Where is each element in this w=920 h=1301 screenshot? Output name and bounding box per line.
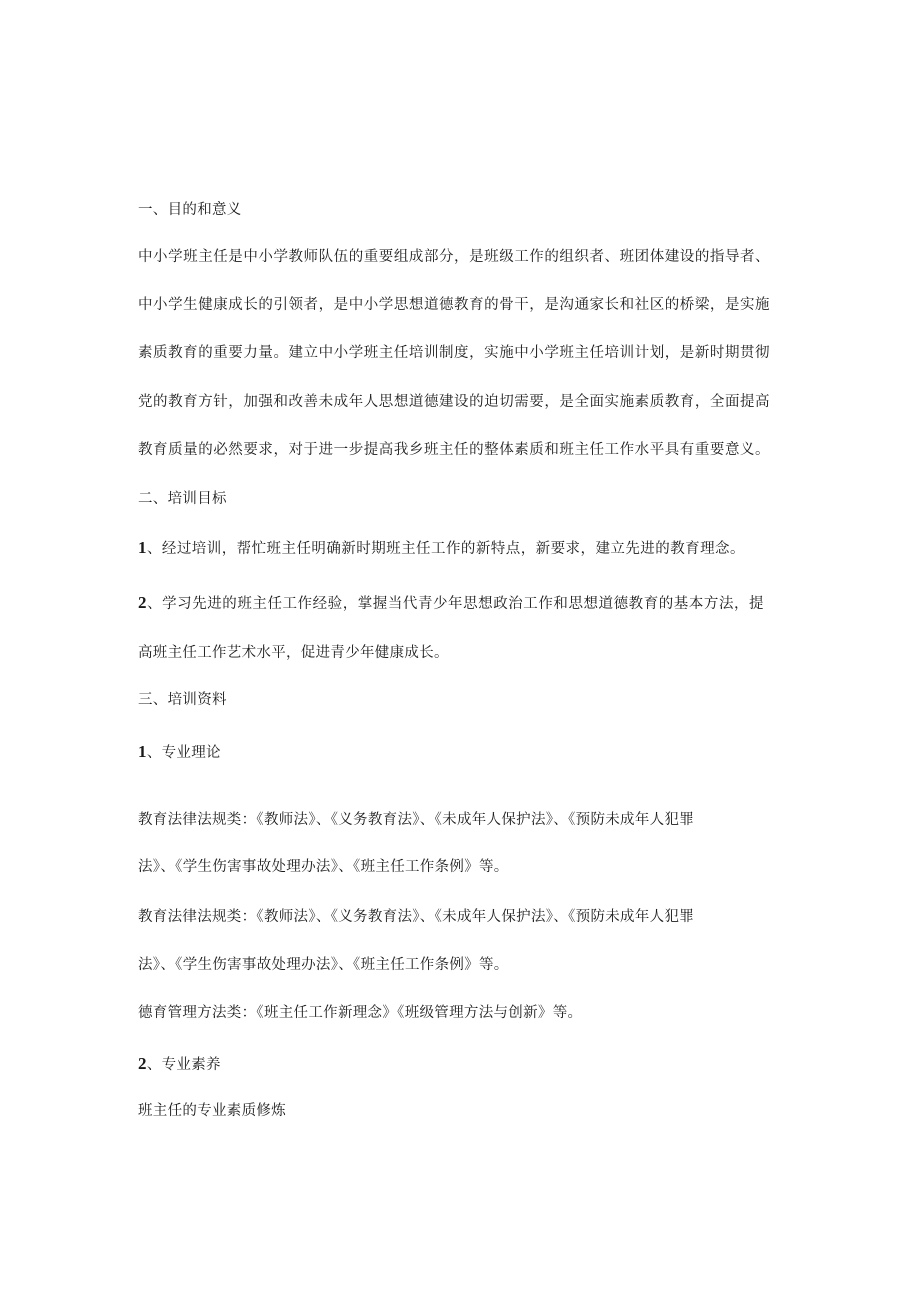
subheading-literacy-number: 2 (138, 1054, 147, 1073)
goal-item-1-number: 1 (138, 538, 147, 557)
goal-item-2 (138, 593, 798, 614)
paragraph-line: 党的教育方针，加强和改善未成年人思想道德建设的迫切需要，是全面实施素质教育，全面提高 (138, 394, 771, 410)
subheading-literacy (138, 1054, 798, 1075)
law-list-line: 教育法律法规类：《教师法》、《义务教育法》、《未成年人保护法》、《预防未成年人犯罪 (138, 909, 695, 925)
section-heading-goals: 二、培训目标 (138, 491, 227, 507)
goal-item-2-text: 、学习先进的班主任工作经验，掌握当代青少年思想政治工作和思想道德教育的基本方法，提 (147, 596, 765, 612)
goal-item-1-text: 、经过培训，帮忙班主任明确新时期班主任工作的新特点，新要求，建立先进的教育理念。 (146, 541, 745, 557)
paragraph-line: 中小学班主任是中小学教师队伍的重要组成部分，是班级工作的组织者、班团体建设的指导者、 (138, 249, 771, 265)
paragraph-line: 中小学生健康成长的引领者，是中小学思想道德教育的骨干，是沟通家长和社区的桥梁，是实施 (138, 297, 771, 313)
law-list-line: 法》、《学生伤害事故处理办法》、《班主任工作条例》等。 (138, 859, 509, 875)
paragraph-line: 教育质量的必然要求，对于进一步提高我乡班主任的整体素质和班主任工作水平具有重要意义。 (138, 442, 771, 458)
section-heading-materials: 三、培训资料 (138, 692, 227, 708)
goal-item-1 (138, 538, 798, 559)
subheading-theory-number: 1 (138, 742, 147, 761)
law-list-line: 法》、《学生伤害事故处理办法》、《班主任工作条例》等。 (138, 957, 509, 973)
subheading-theory (138, 742, 798, 763)
subheading-theory-title: 、专业理论 (146, 745, 221, 761)
subheading-literacy-title: 、专业素养 (146, 1057, 221, 1073)
goal-item-2-continuation: 高班主任工作艺术水平，促进青少年健康成长。 (138, 645, 449, 661)
law-list-line: 教育法律法规类：《教师法》、《义务教育法》、《未成年人保护法》、《预防未成年人犯罪 (138, 812, 695, 828)
moral-management-line: 德育管理方法类：《班主任工作新理念》《班级管理方法与创新》等。 (138, 1005, 583, 1021)
literacy-line: 班主任的专业素质修炼 (138, 1103, 286, 1119)
section-heading-purpose: 一、目的和意义 (138, 202, 242, 218)
goal-item-2-number: 2 (138, 593, 148, 612)
paragraph-line: 素质教育的重要力量。建立中小学班主任培训制度，实施中小学班主任培训计划，是新时期贯彻 (138, 345, 771, 361)
